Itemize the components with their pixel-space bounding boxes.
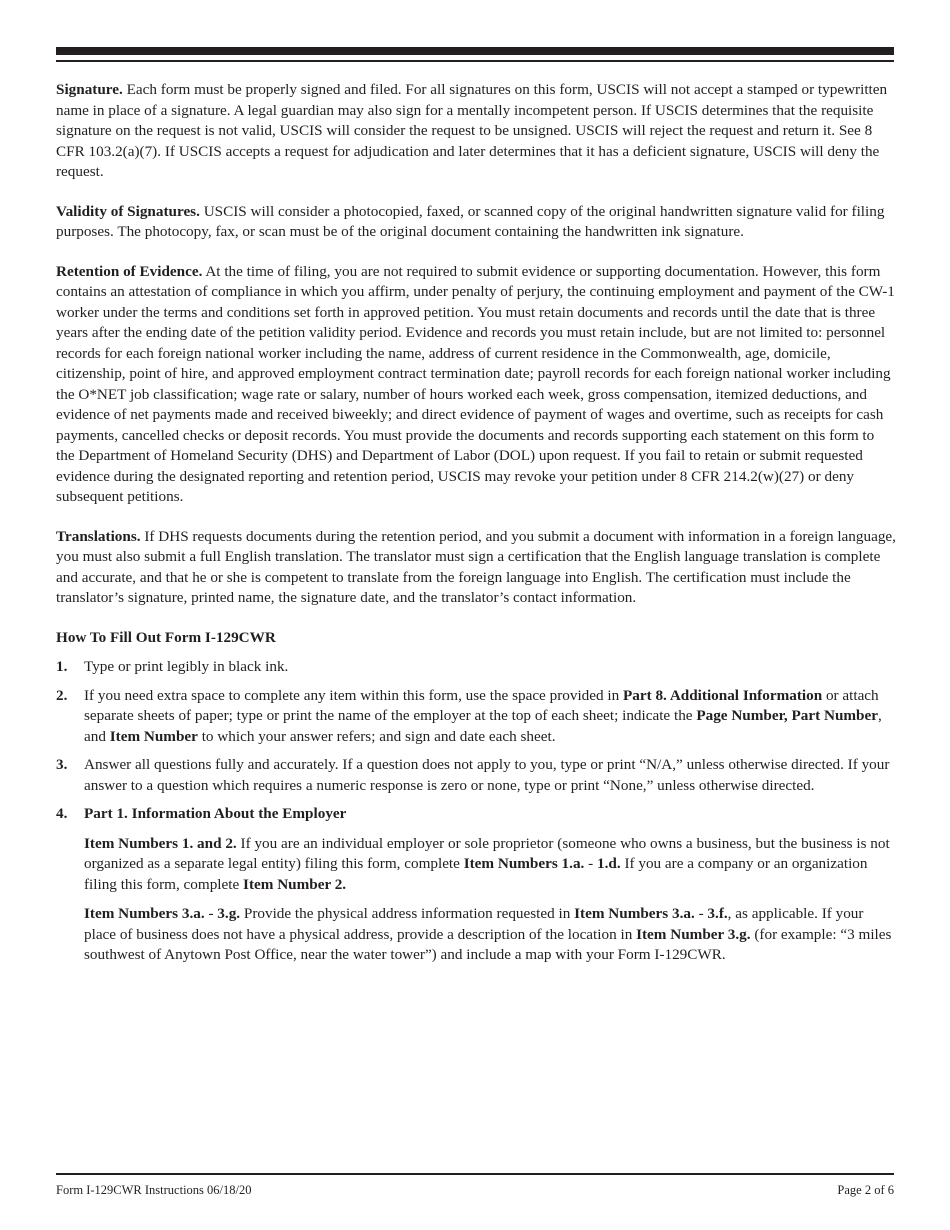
translations-paragraph: [56, 527, 896, 609]
sub-bold: Item Numbers 1. and 2.: [84, 834, 237, 852]
retention-paragraph: [56, 262, 896, 508]
instruction-item-4: [56, 804, 896, 966]
sub-bold: Item Number 2.: [243, 875, 347, 893]
sub-text: (for example: “3 miles southwest of Anytown Post Office, near the water tower”) and include a map with your Form I-129CWR.: [84, 925, 892, 963]
validity-title: Validity of Signatures.: [56, 202, 200, 220]
item-number: 1.: [56, 658, 68, 675]
header-rule-thin: [56, 60, 894, 62]
sub-bold: 3.g.: [217, 905, 241, 922]
how-to-heading: How To Fill Out Form I-129CWR: [56, 628, 276, 646]
sub-bold: Item Numbers 3.a.: [84, 905, 205, 922]
sub-text: -: [584, 855, 597, 872]
item-text: to which your answer refers; and sign and date each sheet.: [197, 727, 556, 745]
item-text: , and: [84, 707, 882, 745]
page-content: [56, 80, 896, 974]
sub-text: If you are a company or an organization filing this form, complete: [84, 855, 868, 893]
instruction-item-1: [56, 657, 896, 678]
retention-text: At the time of filing, you are not required to submit evidence or supporting documentation. However, this form contains an attestation of compliance in which you affirm, under penalty of perjury, the continuing employment and payment of the CW-1 worker under the terms and conditions set forth in approved petition. You must retain documents and records until the date that is three years after the ending date of the petition validity period. Evidence and records you must retain include, but are not limited to: personnel records for each foreign national worker including the name, address of current residence in the Commonwealth, age, domicile, citizenship, point of hire, and approved employment contract termination date; payroll records for each foreign national worker including the O*NET job classification; wage rate or salary, number of hours worked each week, gross compensation, itemized deductions, and evidence of net payments made and received biweekly; and direct evidence of payment of wages and overtime, such as receipts for cash payments, cancelled checks or deposit records. You must provide the documents and records supporting each statement on this form to the Department of Homeland Security (DHS) and Department of Labor (DOL) upon request. If you fail to retain or submit requested evidence during the designated reporting and retention period, USCIS may revoke your petition under 8 CFR 214.2(w)(27) or deny subsequent petitions.: [56, 262, 895, 505]
sub-bold: 1.d.: [597, 855, 621, 872]
sub-text: If you are an individual employer or sole proprietor (someone who owns a business, but the business is not organized as a separate legal entity) filing this form, complete: [84, 834, 890, 872]
footer-page-number: Page 2 of 6: [837, 1183, 894, 1197]
instruction-list: [56, 657, 896, 966]
item-bold: Part 8. Additional Information: [623, 686, 823, 704]
signature-text: Each form must be properly signed and filed. For all signatures on this form, USCIS will not accept a stamped or typewritten name in place of a signature. A legal guardian may also sign for a mentally incompetent person. If USCIS determines that the requisite signature on the request is not valid, USCIS will consider the request to be unsigned. USCIS will reject the request and return it. See 8 CFR 103.2(a)(7). If USCIS accepts a request for adjudication and later determines that it has a deficient signature, USCIS will deny the request.: [56, 81, 888, 180]
retention-title: Retention of Evidence.: [56, 262, 203, 280]
item-text: Answer all questions fully and accurately. If a question does not apply to you, type or print “N/A,” unless otherwise directed. If your answer to a question which requires a numeric response is zero or none, type or print “None,” unless otherwise directed.: [84, 756, 890, 794]
instruction-item-3: [56, 755, 896, 796]
sub-bold: Item Numbers 3.a.: [574, 905, 695, 922]
item-number: 4.: [56, 805, 68, 822]
footer-rule: [56, 1173, 894, 1175]
signature-title: Signature.: [56, 81, 123, 98]
validity-paragraph: [56, 202, 896, 243]
item-number: 2.: [56, 686, 68, 704]
translations-text: If DHS requests documents during the retention period, and you submit a document with information in a foreign language, you must also submit a full English translation. The translator must sign a certification that the English language translation is complete and accurate, and that he or she is competent to translate from the foreign language into English. The certification must include the translator’s signature, printed name, the signature date, and the translator’s contact information.: [56, 527, 896, 606]
sub-text: -: [204, 905, 218, 922]
item-bold: Page Number, Part Number: [696, 707, 878, 724]
instruction-item-2: [56, 686, 896, 748]
item-text: or attach separate sheets of paper; type or print the name of the employer at the top of each sheet; indicate the: [84, 686, 879, 724]
sub-text: , as applicable. If your place of business does not have a physical address, provide a description of the location in: [84, 905, 864, 943]
header-rule-thick: [56, 47, 894, 55]
sub-text: -: [694, 905, 708, 922]
sub-bold: Item Numbers 1.a.: [463, 855, 585, 872]
footer-form-id: Form I-129CWR Instructions 06/18/20: [56, 1183, 252, 1197]
item-number: 3.: [56, 756, 68, 773]
sub-bold: Item Number 3.g.: [636, 925, 751, 943]
item-4-sub-1: [84, 834, 896, 896]
item-4-sub-2: [84, 904, 896, 966]
signature-paragraph: [56, 80, 896, 183]
sub-text: Provide the physical address information requested in: [240, 905, 575, 922]
item-title: Part 1. Information About the Employer: [84, 805, 347, 822]
item-text: If you need extra space to complete any item within this form, use the space provided in: [84, 686, 623, 704]
sub-bold: 3.f.: [707, 905, 728, 922]
validity-text: USCIS will consider a photocopied, faxed, or scanned copy of the original handwritten signature valid for filing purposes. The photocopy, fax, or scan must be of the original document containing the handwritten ink signature.: [56, 202, 885, 240]
translations-title: Translations.: [56, 527, 141, 545]
item-text: Type or print legibly in black ink.: [84, 658, 289, 675]
item-bold: Item Number: [109, 727, 198, 745]
